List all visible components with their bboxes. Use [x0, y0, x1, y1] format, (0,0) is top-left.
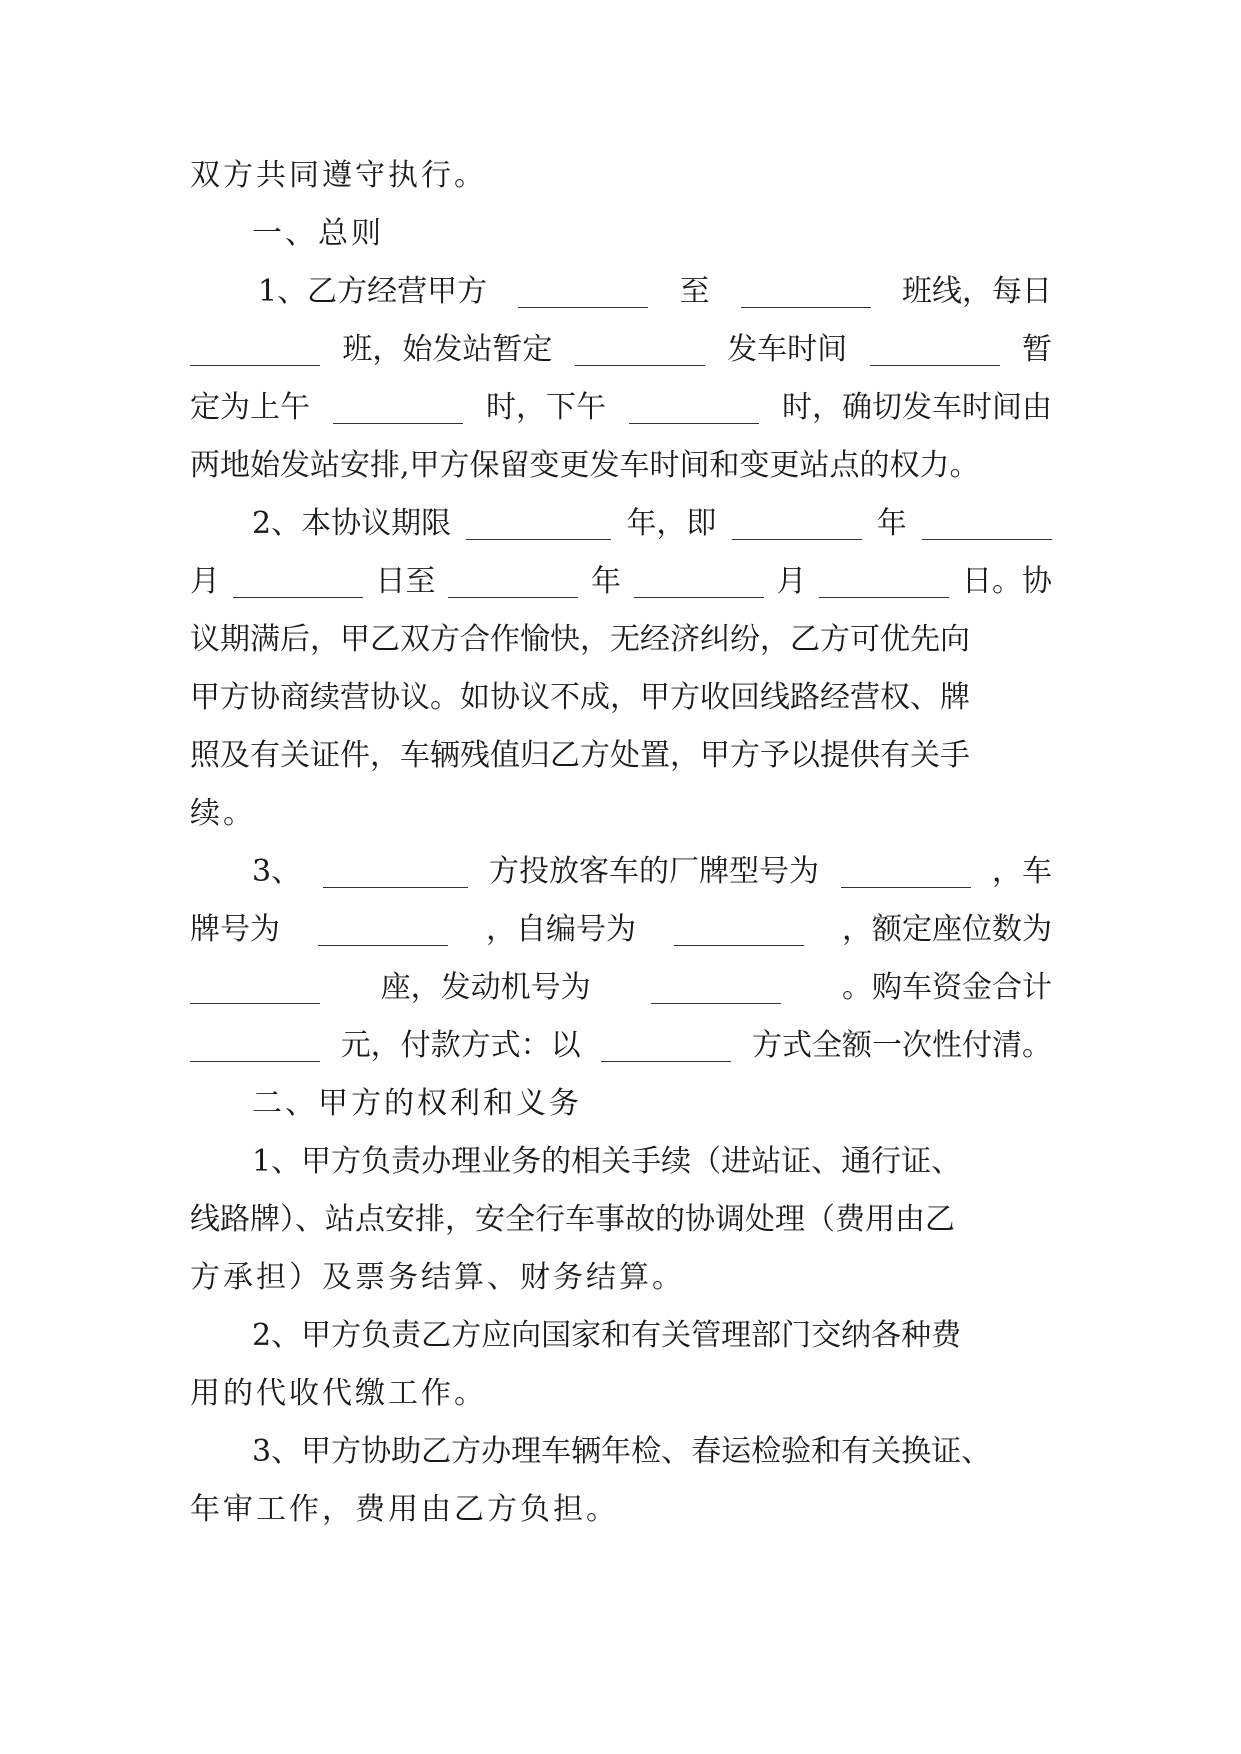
text-line [190, 795, 1052, 833]
text-line [190, 563, 1052, 601]
text-line [190, 737, 1052, 775]
text-line [190, 389, 1052, 427]
text-segment: 定为上午 [190, 390, 310, 425]
text-line [190, 331, 1052, 369]
fill-blank[interactable] [318, 915, 448, 946]
text-segment: 3、甲方协助乙方办理车辆年检、春运检验和有关换证、 [252, 1434, 992, 1469]
text-line [190, 1143, 1052, 1181]
text-line [190, 911, 1052, 949]
text-segment: 用的代收代缴工作。 [190, 1376, 487, 1411]
fill-blank[interactable] [575, 335, 705, 366]
text-line [190, 1375, 1052, 1413]
text-segment: 发车时间 [727, 332, 848, 367]
text-line [190, 447, 1052, 485]
text-segment: 1、乙方经营甲方 [258, 274, 488, 309]
text-line [190, 1433, 1052, 1471]
text-segment: 3、 [252, 854, 302, 889]
text-segment: 元，付款方式：以 [340, 1028, 581, 1063]
text-segment: 日。协 [962, 564, 1052, 599]
section-heading-party-a-rights [190, 1085, 1052, 1123]
text-segment: 至 [679, 274, 710, 309]
text-segment: 年，即 [626, 506, 717, 541]
text-line [190, 1027, 1052, 1065]
text-segment: 线路牌）、站点安排，安全行车事故的协调处理（费用由乙 [190, 1202, 955, 1237]
text-segment: 座，发动机号为 [380, 970, 591, 1005]
text-segment: 2、甲方负责乙方应向国家和有关管理部门交纳各种费 [252, 1318, 962, 1353]
fill-blank[interactable] [629, 393, 759, 424]
text-segment: 续。 [190, 796, 256, 831]
fill-blank[interactable] [841, 857, 971, 888]
text-line [190, 679, 1052, 717]
fill-blank[interactable] [190, 335, 320, 366]
document-body [190, 157, 1052, 1549]
text-line [190, 157, 1052, 195]
fill-blank[interactable] [448, 567, 578, 598]
text-line [190, 505, 1052, 543]
fill-blank[interactable] [323, 857, 468, 888]
text-segment: 时，下午 [486, 390, 606, 425]
text-line [190, 969, 1052, 1007]
text-segment: 2、本协议期限 [252, 506, 452, 541]
text-segment: 年 [876, 506, 907, 541]
text-segment: 月 [190, 564, 220, 599]
fill-blank[interactable] [741, 277, 871, 308]
text-segment: 议期满后，甲乙双方合作愉快，无经济纠纷，乙方可优先向 [190, 622, 970, 657]
text-segment: 月 [776, 564, 807, 599]
text-segment: 照及有关证件，车辆残值归乙方处置，甲方予以提供有关手 [190, 738, 970, 773]
fill-blank[interactable] [819, 567, 949, 598]
heading-text: 一、总则 [252, 216, 384, 251]
text-segment: ，额定座位数为 [842, 912, 1052, 947]
text-line [190, 1317, 1052, 1355]
text-segment: 年审工作，费用由乙方负担。 [190, 1492, 619, 1527]
text-line [190, 273, 1052, 311]
text-segment: 双方共同遵守执行。 [190, 158, 487, 193]
text-segment: 暂 [1021, 332, 1052, 367]
text-line [190, 853, 1052, 891]
fill-blank[interactable] [333, 393, 463, 424]
fill-blank[interactable] [518, 277, 648, 308]
fill-blank[interactable] [190, 1031, 320, 1062]
fill-blank[interactable] [870, 335, 1000, 366]
text-segment: 班，始发站暂定 [342, 332, 553, 367]
text-line [190, 621, 1052, 659]
text-segment: 1、甲方负责办理业务的相关手续（进站证、通行证、 [252, 1144, 962, 1179]
text-segment: 时，确切发车时间由 [782, 390, 1052, 425]
text-segment: 甲方协商续营协议。如协议不成，甲方收回线路经营权、牌 [190, 680, 970, 715]
text-segment: ，车 [991, 854, 1052, 889]
fill-blank[interactable] [732, 509, 862, 540]
section-heading-general [190, 215, 1052, 253]
fill-blank[interactable] [651, 973, 781, 1004]
fill-blank[interactable] [233, 567, 363, 598]
fill-blank[interactable] [674, 915, 804, 946]
fill-blank[interactable] [190, 973, 320, 1004]
text-segment: 。购车资金合计 [841, 970, 1052, 1005]
text-line [190, 1491, 1052, 1529]
text-line [190, 1201, 1052, 1239]
text-segment: 方式全额一次性付清。 [751, 1028, 1052, 1063]
text-segment: 班线，每日 [901, 274, 1052, 309]
text-segment: 方投放客车的厂牌型号为 [489, 854, 820, 889]
heading-text: 二、甲方的权利和义务 [252, 1086, 582, 1121]
text-segment: 日至 [375, 564, 436, 599]
text-line [190, 1259, 1052, 1297]
text-segment: 年 [591, 564, 621, 599]
text-segment: 牌号为 [190, 912, 280, 947]
fill-blank[interactable] [922, 509, 1052, 540]
text-segment: ，自编号为 [486, 912, 636, 947]
fill-blank[interactable] [466, 509, 611, 540]
text-segment: 两地始发站安排,甲方保留变更发车时间和变更站点的权力。 [190, 448, 980, 483]
text-segment: 方承担）及票务结算、财务结算。 [190, 1260, 685, 1295]
fill-blank[interactable] [601, 1031, 731, 1062]
fill-blank[interactable] [634, 567, 764, 598]
